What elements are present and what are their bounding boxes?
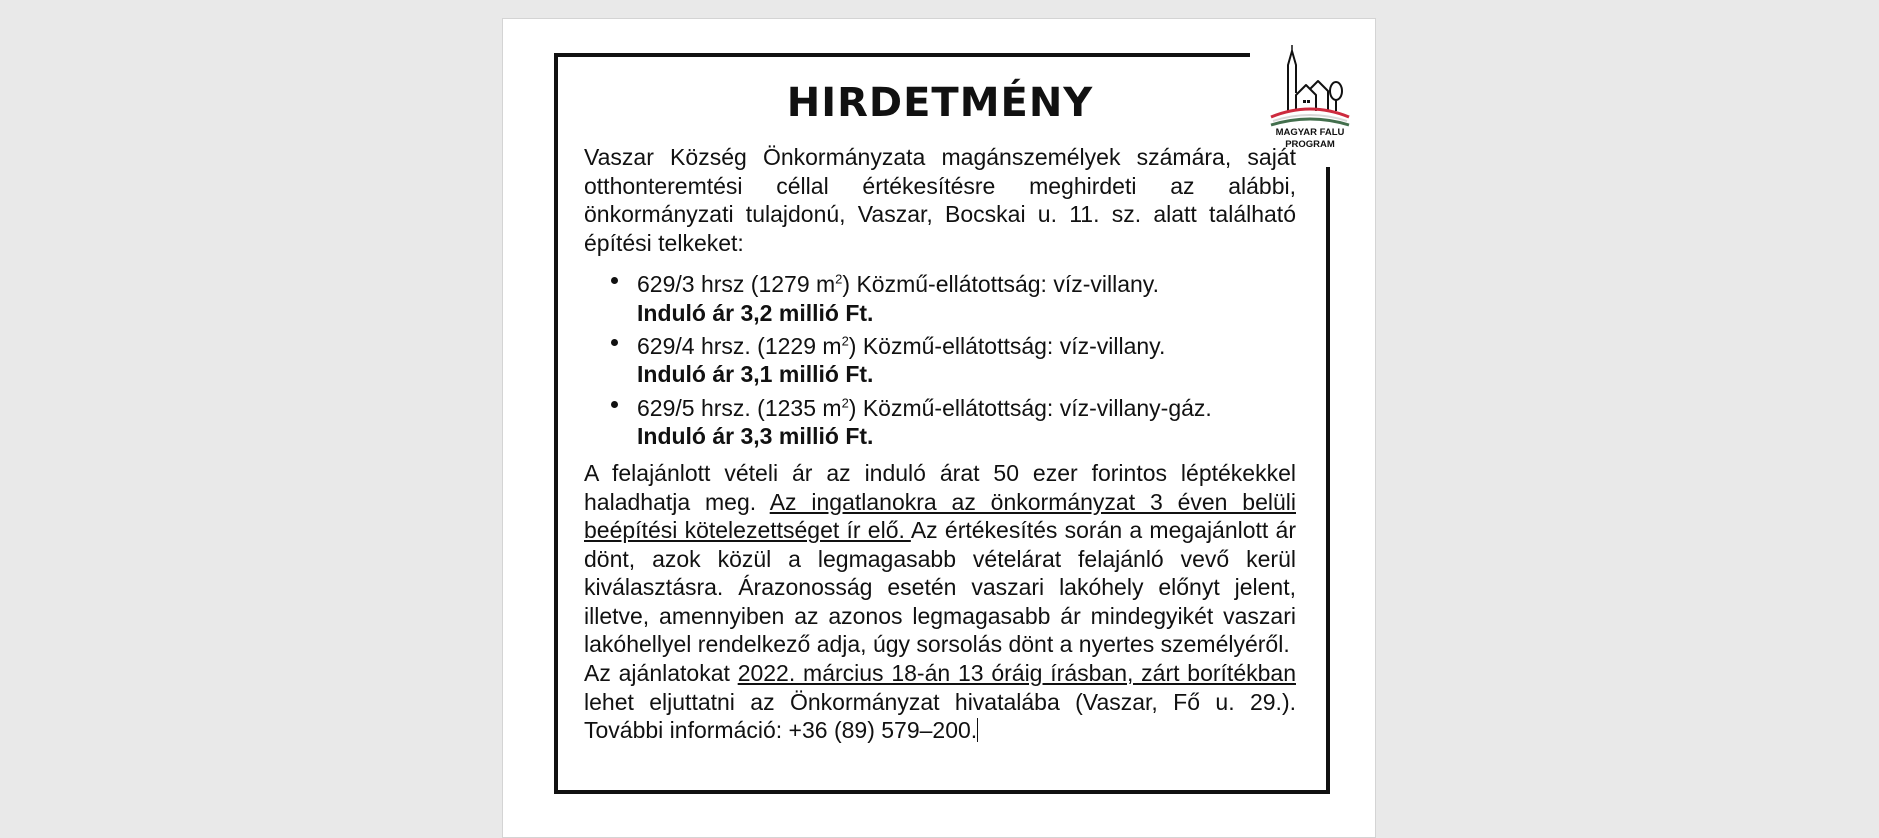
plot-price: Induló ár 3,2 millió Ft. <box>637 299 874 326</box>
plot-item <box>637 327 1296 389</box>
bullet-icon <box>611 401 618 408</box>
logo-line-2: PROGRAM <box>1285 139 1335 150</box>
terms-paragraph: A felajánlott vételi ár az induló árat 50 ezer forintos léptékekkel haladhatja meg. Az ingatlanokra az önkormányzat 3 éven belüli beépítési kötelezettséget ír elő. Az értékesítés során a megajánlott ár dönt, azok közül a legmagasabb vételárat felajánló vevő kerül kiválasztásra. Árazonosság esetén vaszari lakóhely előnyt jelent, illetve, amennyiben az azonos legmagasabb ár mindegyikét vaszari lakóhellyel rendelkező adja, úgy sorsolás dönt a nyertes személyéről. <box>584 459 1296 658</box>
logo-line-1: MAGYAR FALU <box>1275 127 1345 138</box>
plot-item <box>637 265 1296 327</box>
intro-paragraph: Vaszar Község Önkormányzata magánszemélyek számára, saját otthonteremtési céllal értékesítésre meghirdeti az alábbi, önkormányzati tulajdonú, Vaszar, Bocskai u. 11. sz. alatt található építési telkeket: <box>584 144 1296 256</box>
plot-item <box>637 389 1296 451</box>
submission-paragraph[interactable]: Az ajánlatokat 2022. március 18-án 13 óráig írásban, zárt borítékban lehet eljuttatni az Önkormányzat hivatalába (Vaszar, Fő u. 29.). További információ: +36 (89) 579–200. <box>584 660 1296 744</box>
notice-content <box>584 77 1296 745</box>
bullet-icon <box>611 277 618 284</box>
plot-price: Induló ár 3,3 millió Ft. <box>637 423 874 450</box>
plot-description: 629/4 hrsz. (1229 $m^2$) Közmű-ellátottság: víz-villany. <box>637 332 1166 359</box>
text-cursor <box>977 718 978 742</box>
plot-description: 629/3 hrsz (1279 $m^2$) Közmű-ellátottság: víz-villany. <box>637 271 1159 298</box>
deadline-text: 2022. március 18-án 13 óráig írásban, zárt borítékban <box>737 660 1296 687</box>
plot-price: Induló ár 3,1 millió Ft. <box>637 361 874 388</box>
notice-title: HIRDETMÉNY <box>786 80 1094 126</box>
construction-obligation: Az ingatlanokra az önkormányzat 3 éven belüli beépítési kötelezettséget ír elő. <box>584 488 1296 544</box>
plot-list <box>584 265 1296 451</box>
bullet-icon <box>611 339 618 346</box>
document-page <box>502 18 1376 838</box>
plot-description: 629/5 hrsz. (1235 $m^2$) Közmű-ellátottság: víz-villany-gáz. <box>637 394 1212 421</box>
